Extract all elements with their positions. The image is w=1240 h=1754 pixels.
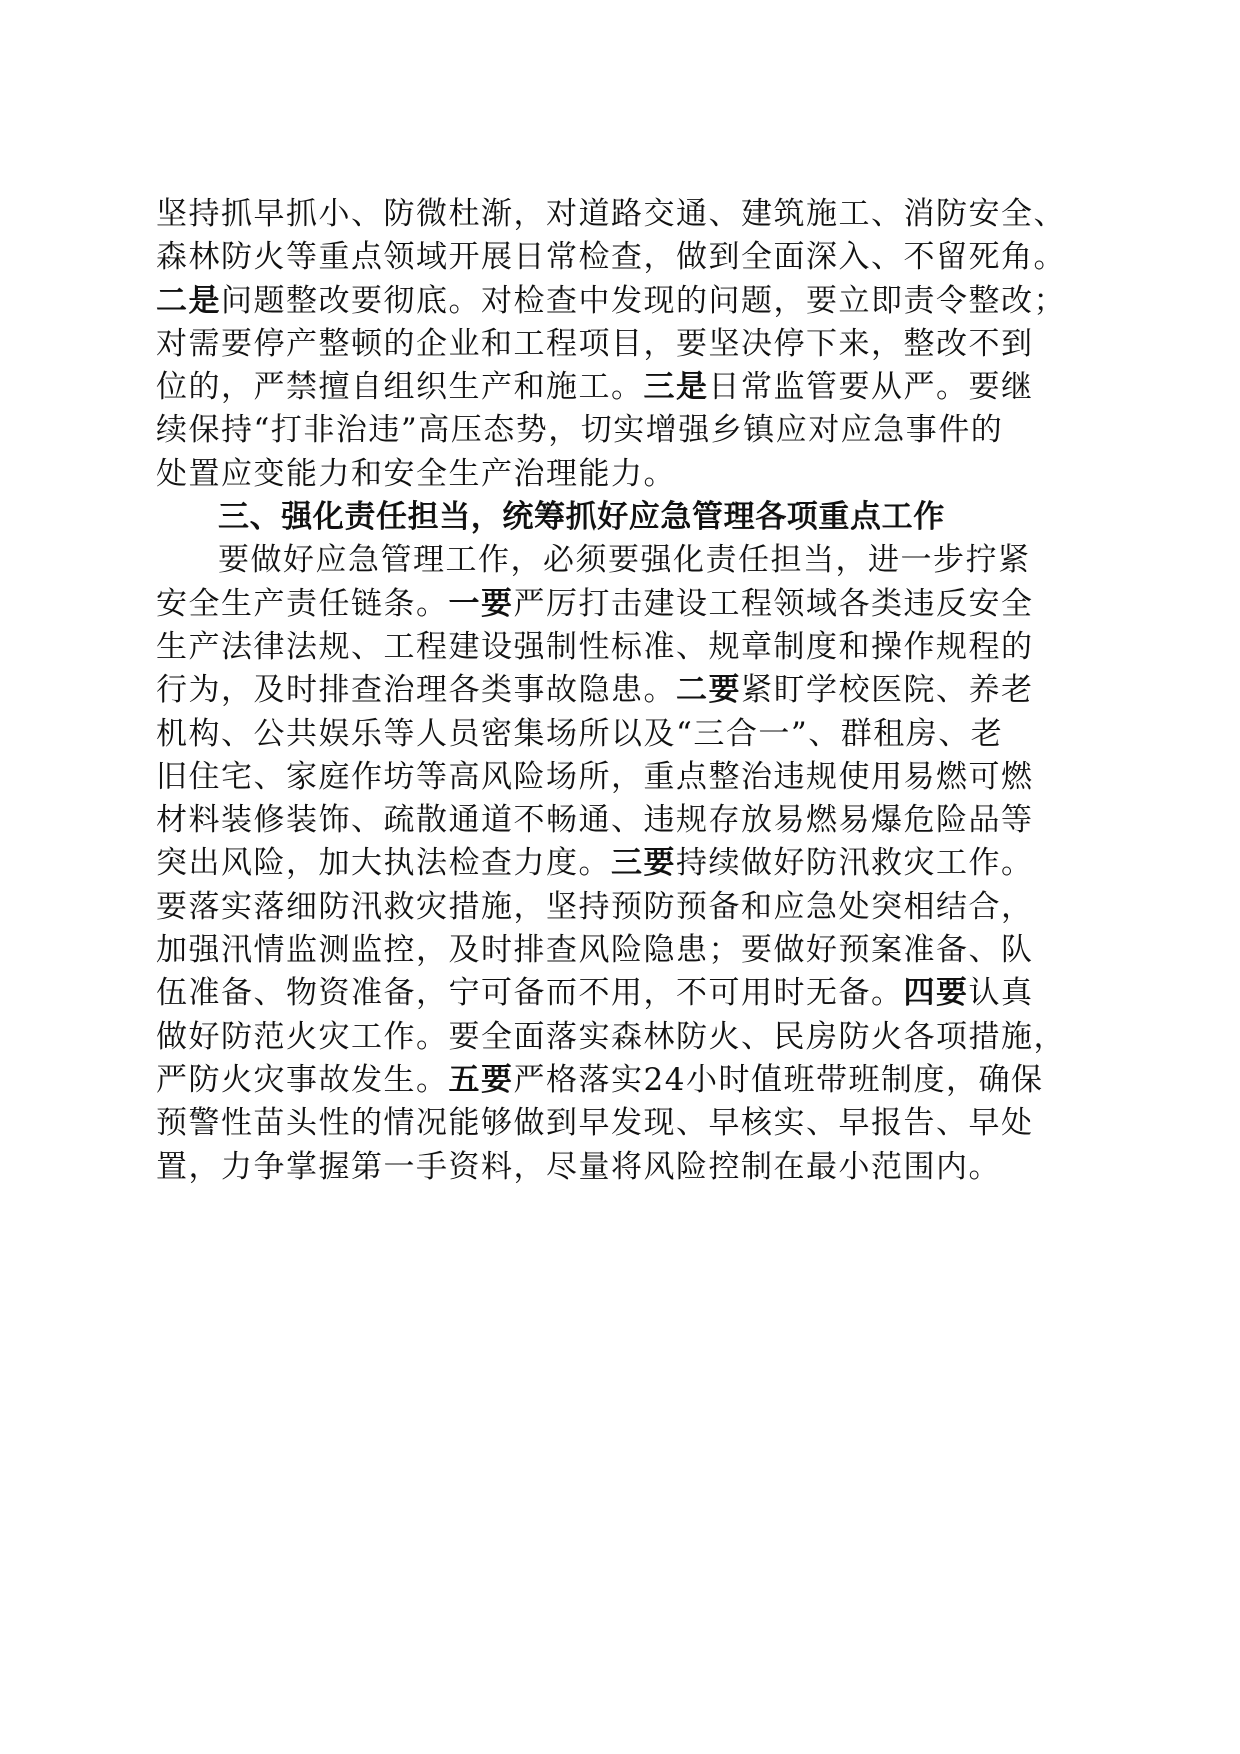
paragraph-line xyxy=(156,842,1086,885)
text-segment: 对需要停产整顿的企业和工程项目，要坚决停下来，整改不到 xyxy=(156,325,1034,362)
paragraph-line xyxy=(156,280,1086,323)
text-segment: 旧住宅、家庭作坊等高风险场所，重点整治违规使用易燃可燃 xyxy=(156,758,1034,795)
paragraph-line xyxy=(156,1146,1086,1189)
text-segment: 要做好应急管理工作，必须要强化责任担当，进一步拧紧 xyxy=(218,542,1031,579)
emphasis-keyword: 一要 xyxy=(448,585,514,622)
text-segment: 坚持抓早抓小、防微杜渐，对道路交通、建筑施工、消防安全、 xyxy=(156,196,1066,232)
text-segment: 严防火灾事故发生。 xyxy=(156,1061,449,1098)
text-segment: 持续做好防汛救灾工作。 xyxy=(676,845,1034,882)
text-segment: 材料装修装饰、疏散通道不畅通、违规存放易燃易爆危险品等 xyxy=(156,802,1034,839)
text-segment: 严格落实24小时值班带班制度，确保 xyxy=(513,1061,1044,1098)
text-segment: 置，力争掌握第一手资料，尽量将风险控制在最小范围内。 xyxy=(156,1148,1001,1185)
paragraph-line xyxy=(156,236,1086,279)
text-segment: 做好防范火灾工作。要全面落实森林防火、民房防火各项措施， xyxy=(156,1018,1066,1055)
paragraph-line xyxy=(156,1059,1086,1102)
paragraph-line xyxy=(156,799,1086,842)
text-segment: 认真 xyxy=(968,975,1034,1012)
paragraph-line xyxy=(156,453,1086,496)
text-segment: 加强汛情监测监控，及时排查风险隐患；要做好预案准备、队 xyxy=(156,932,1034,969)
text-segment: 机构、公共娱乐等人员密集场所以及“三合一”、群租房、老 xyxy=(156,715,1004,752)
paragraph-line xyxy=(156,929,1086,972)
text-segment: 问题整改要彻底。对检查中发现的问题，要立即责令整改； xyxy=(221,282,1066,319)
emphasis-keyword: 二要 xyxy=(676,672,741,709)
emphasis-keyword: 三、强化责任担当，统筹抓好应急管理各项重点工作 xyxy=(218,499,945,536)
text-segment: 生产法律法规、工程建设强制性标准、规章制度和操作规程的 xyxy=(156,628,1034,665)
text-segment: 位的，严禁擅自组织生产和施工。 xyxy=(156,369,644,406)
text-segment: 突出风险，加大执法检查力度。 xyxy=(156,845,611,882)
paragraph-line xyxy=(156,409,1086,452)
paragraph-line xyxy=(156,756,1086,799)
text-segment: 伍准备、物资准备，宁可备而不用，不可用时无备。 xyxy=(156,975,904,1012)
paragraph-line xyxy=(156,669,1086,712)
text-segment: 森林防火等重点领域开展日常检查，做到全面深入、不留死角。 xyxy=(156,239,1066,276)
paragraph-line xyxy=(156,626,1086,669)
text-segment: 预警性苗头性的情况能够做到早发现、早核实、早报告、早处 xyxy=(156,1105,1034,1142)
text-segment: 紧盯学校医院、养老 xyxy=(741,672,1034,709)
text-segment: 严厉打击建设工程领域各类违反安全 xyxy=(513,585,1034,622)
text-segment: 续保持“打非治违”高压态势，切实增强乡镇应对应急事件的 xyxy=(156,412,1004,449)
paragraph-line xyxy=(156,323,1086,366)
paragraph-line xyxy=(156,886,1086,929)
emphasis-keyword: 四要 xyxy=(903,975,969,1012)
emphasis-keyword: 三是 xyxy=(643,369,709,406)
paragraph-line xyxy=(156,583,1086,626)
emphasis-keyword: 五要 xyxy=(448,1061,514,1098)
text-segment: 要落实落细防汛救灾措施，坚持预防预备和应急处突相结合， xyxy=(156,888,1034,925)
paragraph-line xyxy=(156,1016,1086,1059)
emphasis-keyword: 三要 xyxy=(611,845,676,882)
text-segment: 安全生产责任链条。 xyxy=(156,585,449,622)
section-heading xyxy=(156,496,1086,539)
text-segment: 行为，及时排查治理各类事故隐患。 xyxy=(156,672,676,709)
paragraph-line xyxy=(156,539,1086,582)
paragraph-line xyxy=(156,713,1086,756)
paragraph-line xyxy=(156,366,1086,409)
text-segment: 日常监管要从严。要继 xyxy=(708,369,1034,406)
paragraph-line xyxy=(156,972,1086,1015)
paragraph-line xyxy=(156,1102,1086,1145)
emphasis-keyword: 二是 xyxy=(156,282,221,319)
text-segment: 处置应变能力和安全生产治理能力。 xyxy=(156,455,676,492)
document-body xyxy=(156,193,1086,1189)
paragraph-line xyxy=(156,193,1086,236)
